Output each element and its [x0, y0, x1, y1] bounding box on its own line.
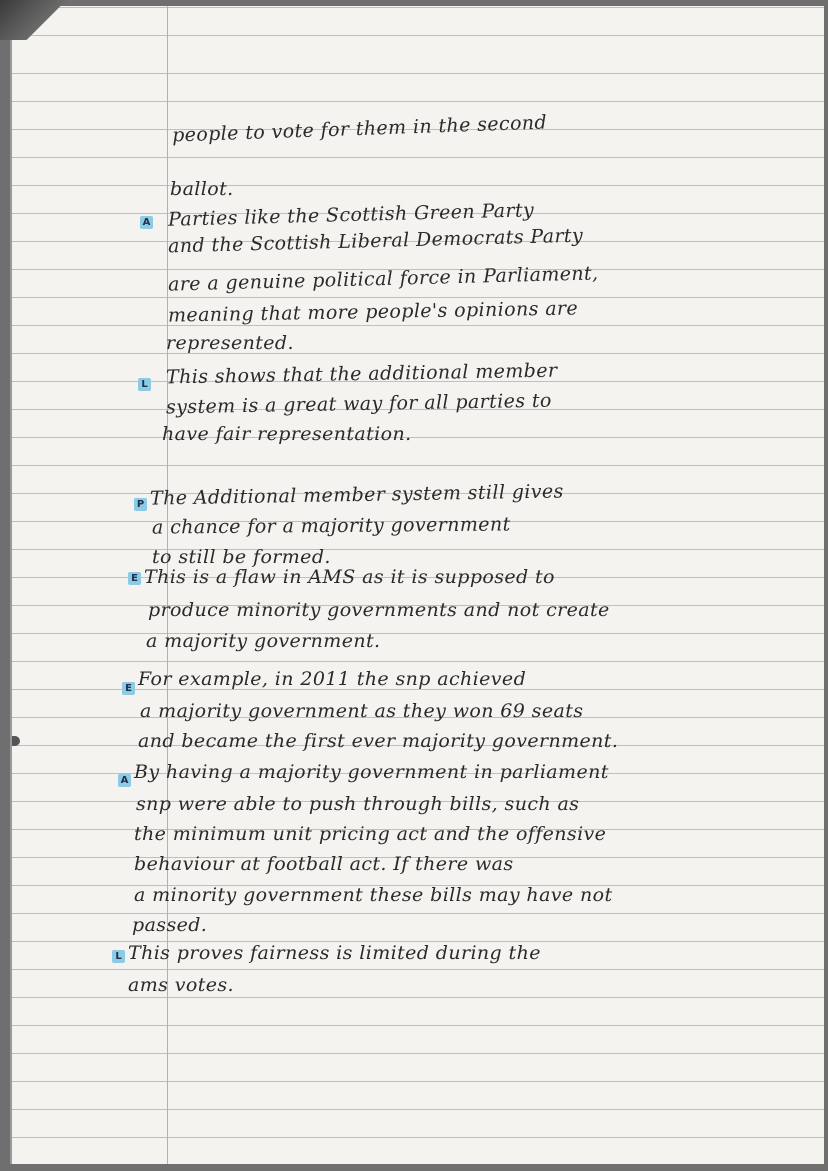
note-line: This shows that the additional member — [165, 359, 558, 389]
note-line: ams votes. — [128, 974, 234, 996]
note-line: a majority government as they won 69 seats — [140, 700, 584, 722]
marker-badge: L — [112, 950, 125, 963]
note-line: produce minority governments and not create — [148, 599, 610, 621]
note-line: have fair representation. — [162, 423, 412, 445]
note-line: a majority government. — [146, 630, 381, 652]
note-line: The Additional member system still gives — [149, 480, 564, 510]
marker-badge: E — [128, 572, 141, 585]
note-line: a chance for a majority government — [151, 513, 511, 539]
note-line: people to vote for them in the second — [171, 111, 548, 147]
marker-badge: E — [122, 682, 135, 695]
marker-badge: L — [138, 378, 151, 391]
marker-badge: A — [140, 216, 153, 229]
note-line: For example, in 2011 the snp achieved — [138, 668, 527, 690]
binding-hole — [10, 736, 20, 746]
note-line: snp were able to push through bills, such as — [136, 793, 580, 815]
note-line: to still be formed. — [152, 546, 331, 568]
note-line: and the Scottish Liberal Democrats Party — [167, 224, 584, 258]
note-line: system is a great way for all parties to — [165, 389, 552, 419]
note-line: This proves fairness is limited during the — [128, 942, 541, 964]
marker-badge: A — [118, 774, 131, 787]
note-line: By having a majority government in parliament — [134, 761, 609, 783]
note-line: ballot. — [170, 178, 234, 200]
note-line: a minority government these bills may have not — [134, 884, 613, 906]
notebook-page — [10, 6, 824, 1164]
note-line: passed. — [132, 914, 208, 936]
note-line: behaviour at football act. If there was — [134, 853, 514, 875]
note-line: This is a flaw in AMS as it is supposed to — [144, 566, 555, 588]
marker-badge: P — [134, 498, 147, 511]
note-line: meaning that more people's opinions are — [167, 297, 579, 327]
note-line: are a genuine political force in Parliament, — [167, 262, 599, 296]
note-line: the minimum unit pricing act and the offensive — [134, 823, 607, 845]
note-line: and became the first ever majority government. — [138, 730, 619, 752]
note-line: represented. — [166, 332, 294, 354]
note-line: Parties like the Scottish Green Party — [167, 199, 535, 231]
page-corner-shadow — [0, 0, 70, 40]
